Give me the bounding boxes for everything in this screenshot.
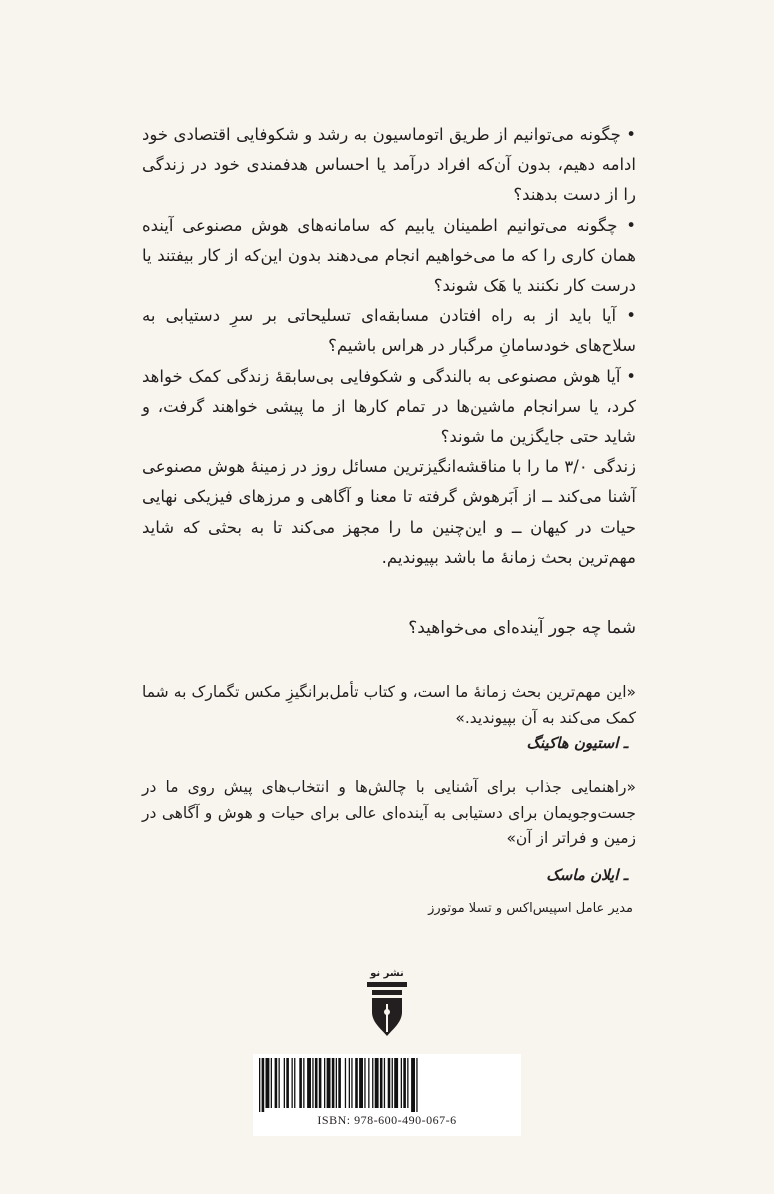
quote-author: ـ استیون هاکینگ bbox=[526, 734, 628, 752]
publisher-name: نشر نو bbox=[370, 968, 404, 979]
quote-author: ـ ایلان ماسک bbox=[546, 866, 628, 884]
author-role: مدیر عامل اسپیس‌اکس و تسلا موتورز bbox=[428, 901, 633, 916]
pen-nib-logo-icon bbox=[364, 982, 410, 1038]
intro-paragraph: • چگونه می‌توانیم اطمینان یابیم که سامانه‌های هوش مصنوعی آینده همان کاری را که ما می‌خواهیم انجام می‌دهند بدون این‌که از کار بیفتند یا درست کار نکنند یا هَک شوند؟ bbox=[142, 215, 636, 296]
barcode-bars bbox=[253, 1054, 521, 1112]
barcode bbox=[253, 1054, 521, 1136]
blurb-quote: «راهنمایی جذاب برای آشنایی با چالش‌ها و انتخاب‌های پیش روی ما در جست‌وجویمان برای دستیابی به آینده‌ای عالی برای حیات و هوش و آگاهی در زمین و فراتر از آن» bbox=[142, 778, 636, 847]
intro-paragraph: • چگونه می‌توانیم از طریق اتوماسیون به رشد و شکوفایی اقتصادی خود ادامه دهیم، بدون آن‌که افراد درآمد یا احساس هدفمندی خود در زندگی را از دست بدهند؟ bbox=[142, 125, 636, 205]
intro-text bbox=[142, 120, 636, 573]
headline-question: شما چه جور آینده‌ای می‌خواهید؟ bbox=[408, 618, 636, 638]
intro-paragraph: • آیا هوش مصنوعی به بالندگی و شکوفایی بی‌سابقهٔ زندگی کمک خواهد کرد، یا سرانجام ماشین‌ها در تمام کارها از ما پیشی خواهند گرفت، و شاید حتی جایگزین ما شوند؟ bbox=[142, 366, 636, 447]
isbn-number: ISBN: 978-600-490-067-6 bbox=[317, 1113, 457, 1127]
intro-paragraph: • آیا باید از به راه افتادن مسابقه‌ای تسلیحاتی بر سرِ دستیابی به سلاح‌های خودسامانِ مرگبار در هراس باشیم؟ bbox=[142, 306, 636, 356]
intro-paragraph: زندگی ۳/۰ ما را با مناقشه‌انگیزترین مسائل روز در زمینهٔ هوش مصنوعی آشنا می‌کند ــ از اَبَرهوش گرفته تا معنا و آگاهی و مرزهای فیزیکی نهایی حیات در کیهان ــ و این‌چنین ما را مجهز می‌کند تا به بحثی که شاید مهم‌ترین بحث زمانهٔ ما باشد بپیوندیم. bbox=[142, 457, 637, 567]
blurb-quote: «این مهم‌ترین بحث زمانهٔ ما است، و کتاب تأمل‌برانگیزِ مکس تگمارک به شما کمک می‌کند به آن بپیوندید.» bbox=[142, 683, 636, 727]
